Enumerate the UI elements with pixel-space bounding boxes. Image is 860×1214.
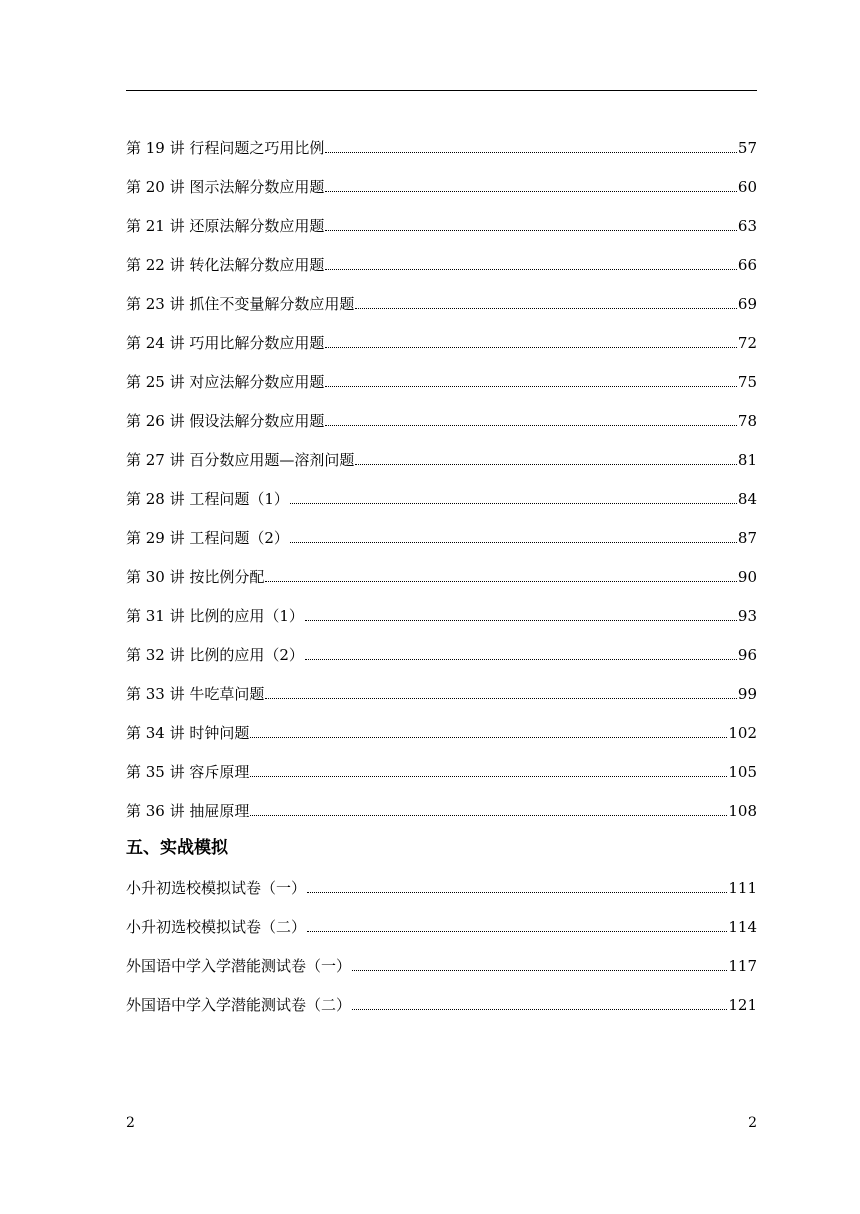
toc-entry[interactable] — [126, 469, 757, 508]
toc-entry-page: 84 — [737, 490, 757, 508]
toc-entry[interactable] — [126, 742, 757, 781]
toc-entry[interactable] — [126, 313, 757, 352]
toc-entry-page: 111 — [728, 879, 757, 897]
dot-leader — [307, 931, 727, 932]
toc-entry[interactable] — [126, 936, 757, 975]
dot-leader — [250, 776, 727, 777]
dot-leader — [307, 892, 727, 893]
dot-leader — [305, 620, 737, 621]
toc-entry-label: 第 26 讲 假设法解分数应用题 — [126, 412, 325, 430]
toc-list — [126, 118, 757, 820]
footer-page-number-left: 2 — [126, 1115, 135, 1131]
dot-leader — [325, 152, 737, 153]
toc-entry-page: 75 — [737, 373, 757, 391]
toc-entry[interactable] — [126, 858, 757, 897]
dot-leader — [325, 347, 737, 348]
dot-leader — [325, 269, 737, 270]
toc-entry-label: 第 20 讲 图示法解分数应用题 — [126, 178, 325, 196]
toc-entry[interactable] — [126, 897, 757, 936]
toc-entry-label: 第 27 讲 百分数应用题—溶剂问题 — [126, 451, 355, 469]
toc-entry-label: 第 33 讲 牛吃草问题 — [126, 685, 265, 703]
toc-entry-label: 第 24 讲 巧用比解分数应用题 — [126, 334, 325, 352]
dot-leader — [290, 503, 737, 504]
toc-entry-label: 第 19 讲 行程问题之巧用比例 — [126, 139, 325, 157]
dot-leader — [290, 542, 737, 543]
toc-entry[interactable] — [126, 274, 757, 313]
toc-entry[interactable] — [126, 352, 757, 391]
toc-entry-label: 小升初选校模拟试卷（一） — [126, 879, 307, 897]
toc-entry[interactable] — [126, 547, 757, 586]
toc-entry-page: 90 — [737, 568, 757, 586]
toc-entry-label: 外国语中学入学潜能测试卷（一） — [126, 957, 352, 975]
toc-entry-label: 第 30 讲 按比例分配 — [126, 568, 265, 586]
dot-leader — [305, 659, 737, 660]
toc-entry[interactable] — [126, 586, 757, 625]
toc-entry[interactable] — [126, 157, 757, 196]
toc-entry-page: 81 — [737, 451, 757, 469]
toc-entry-label: 第 25 讲 对应法解分数应用题 — [126, 373, 325, 391]
toc-entry[interactable] — [126, 975, 757, 1014]
footer-page-number-right: 2 — [748, 1115, 757, 1131]
toc-entry-page: 60 — [737, 178, 757, 196]
toc-entry-page: 87 — [737, 529, 757, 547]
dot-leader — [325, 230, 737, 231]
section-heading: 五、实战模拟 — [126, 838, 228, 858]
toc-entry-page: 99 — [737, 685, 757, 703]
toc-entry-page: 96 — [737, 646, 757, 664]
toc-entry-label: 第 34 讲 时钟问题 — [126, 724, 250, 742]
dot-leader — [265, 581, 737, 582]
toc-entry-label: 第 31 讲 比例的应用（1） — [126, 607, 304, 625]
toc-entry-label: 第 32 讲 比例的应用（2） — [126, 646, 304, 664]
toc-entry-page: 69 — [737, 295, 757, 313]
dot-leader — [250, 737, 727, 738]
toc-entry-label: 第 28 讲 工程问题（1） — [126, 490, 289, 508]
dot-leader — [265, 698, 737, 699]
dot-leader — [325, 191, 737, 192]
dot-leader — [250, 815, 727, 816]
toc-entry-page: 72 — [737, 334, 757, 352]
toc-entry-label: 小升初选校模拟试卷（二） — [126, 918, 307, 936]
toc-entry[interactable] — [126, 664, 757, 703]
table-of-contents — [126, 118, 757, 1014]
toc-entry-label: 第 36 讲 抽屉原理 — [126, 802, 250, 820]
toc-entry[interactable] — [126, 235, 757, 274]
toc-entry-label: 第 23 讲 抓住不变量解分数应用题 — [126, 295, 355, 313]
toc-entry-page: 93 — [737, 607, 757, 625]
toc-entry[interactable] — [126, 391, 757, 430]
toc-entry[interactable] — [126, 703, 757, 742]
toc-entry-page: 63 — [737, 217, 757, 235]
dot-leader — [352, 1009, 727, 1010]
dot-leader — [352, 970, 727, 971]
toc-entry[interactable] — [126, 781, 757, 820]
toc-entry[interactable] — [126, 118, 757, 157]
toc-entry-page: 121 — [728, 996, 757, 1014]
dot-leader — [325, 425, 737, 426]
dot-leader — [355, 464, 737, 465]
section-entries — [126, 858, 757, 1014]
toc-entry[interactable] — [126, 196, 757, 235]
header-rule — [126, 90, 757, 91]
toc-entry-label: 第 22 讲 转化法解分数应用题 — [126, 256, 325, 274]
toc-entry-page: 105 — [728, 763, 757, 781]
toc-entry-page: 108 — [728, 802, 757, 820]
toc-entry-page: 78 — [737, 412, 757, 430]
toc-entry-label: 第 29 讲 工程问题（2） — [126, 529, 289, 547]
toc-entry[interactable] — [126, 625, 757, 664]
toc-entry[interactable] — [126, 430, 757, 469]
toc-entry-label: 第 35 讲 容斥原理 — [126, 763, 250, 781]
toc-entry-label: 外国语中学入学潜能测试卷（二） — [126, 996, 352, 1014]
toc-entry[interactable] — [126, 508, 757, 547]
toc-entry-page: 114 — [728, 918, 757, 936]
toc-entry-page: 57 — [737, 139, 757, 157]
toc-entry-label: 第 21 讲 还原法解分数应用题 — [126, 217, 325, 235]
toc-entry-page: 66 — [737, 256, 757, 274]
toc-entry-page: 102 — [728, 724, 757, 742]
dot-leader — [355, 308, 737, 309]
dot-leader — [325, 386, 737, 387]
toc-entry-page: 117 — [728, 957, 757, 975]
